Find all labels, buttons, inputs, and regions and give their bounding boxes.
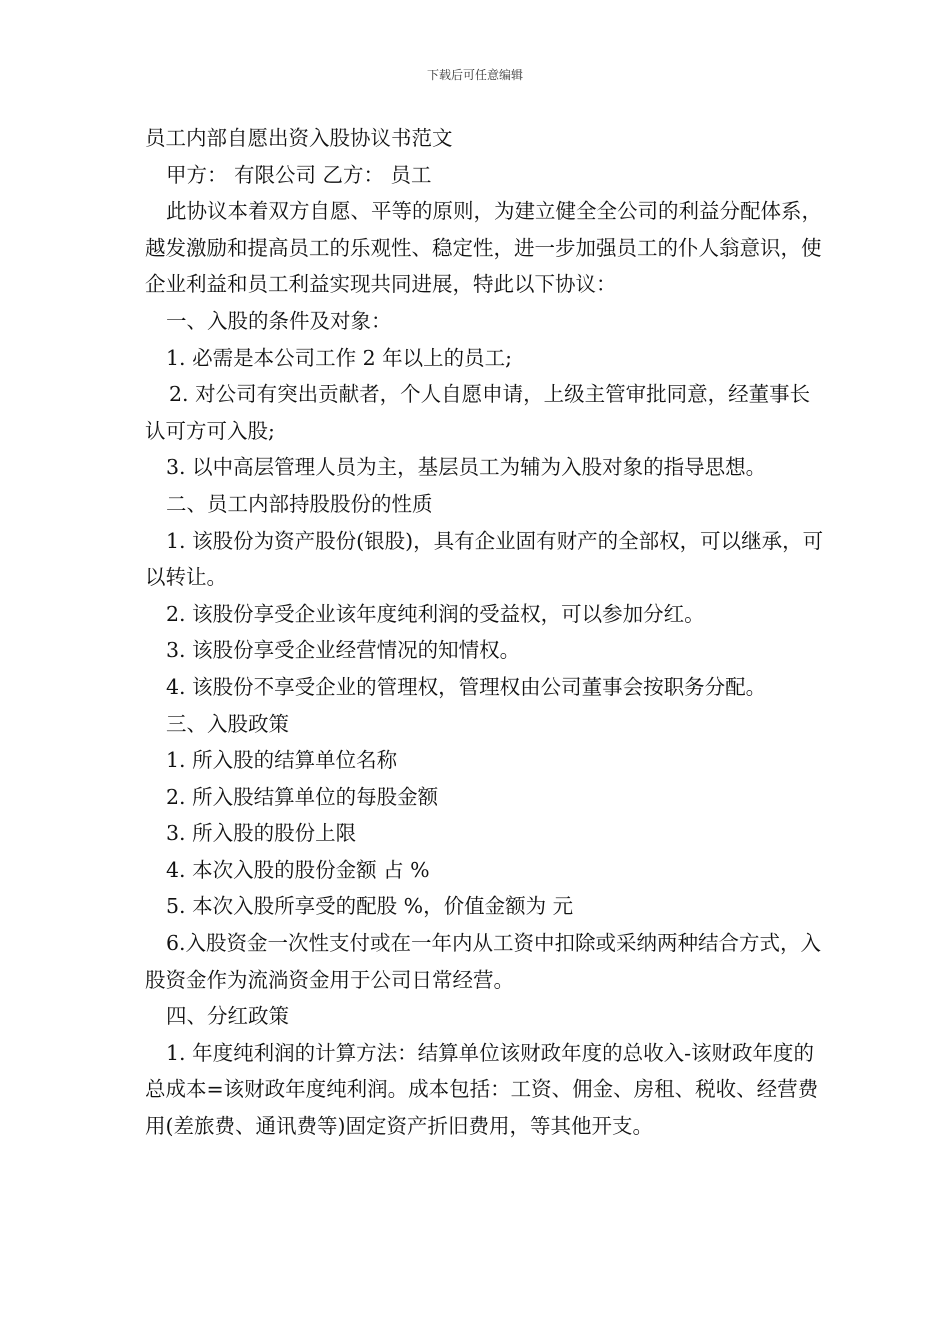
section3-item-3: 3. 所入股的股份上限 (166, 821, 357, 846)
section2-item-2: 2. 该股份享受企业该年度纯利润的受益权，可以参加分红。 (166, 601, 705, 626)
parties-line: 甲方： 有限公司 乙方： 员工 (166, 162, 432, 187)
intro-paragraph: 此协议本着双方自愿、平等的原则，为建立健全全公司的利益分配体系，越发激励和提高员工的乐观性、稳定性，进一步加强员工的仆人翁意识，使企业利益和员工利益实现共同进展，特此以下协议： (145, 199, 822, 297)
section-heading-1: 一、入股的条件及对象： (166, 308, 392, 333)
section3-item-1: 1. 所入股的结算单位名称 (166, 748, 398, 773)
page-header: 下载后可任意编辑 (426, 68, 523, 82)
document-body (145, 120, 825, 1145)
section2-item-3: 3. 该股份享受企业经营情况的知情权。 (166, 638, 521, 663)
document-title: 员工内部自愿出资入股协议书范文 (145, 126, 453, 150)
section-heading-2: 二、员工内部持股股份的性质 (166, 491, 433, 516)
section3-item-6: 6.入股资金一次性支付或在一年内从工资中扣除或采纳两种结合方式，入股资金作为流淌资金用于公司日常经营。 (145, 931, 822, 992)
section3-item-2: 2. 所入股结算单位的每股金额 (166, 784, 439, 809)
section2-item-1: 1. 该股份为资产股份(银股)，具有企业固有财产的全部权，可以继承，可以转让。 (145, 528, 824, 590)
section3-item-5: 5. 本次入股所享受的配股 %，价值金额为 元 (166, 894, 574, 919)
section-heading-3: 三、入股政策 (166, 711, 289, 736)
section1-item-1: 1. 必需是本公司工作 2 年以上的员工; (166, 345, 513, 370)
section4-item-1: 1. 年度纯利润的计算方法：结算单位该财政年度的总收入-该财政年度的总成本=该财政年度纯利润。成本包括：工资、佣金、房租、税收、经营费用(差旅费、通讯费等)固定资产折旧费用，等其他开支。 (145, 1040, 819, 1139)
section3-item-4: 4. 本次入股的股份金额 占 % (166, 857, 430, 882)
section1-item-2: 2. 对公司有突出贡献者，个人自愿申请，上级主管审批同意，经董事长认可方可入股; (145, 382, 811, 443)
section1-item-3: 3. 以中高层管理人员为主，基层员工为辅为入股对象的指导思想。 (166, 455, 767, 480)
section2-item-4: 4. 该股份不享受企业的管理权，管理权由公司董事会按职务分配。 (166, 674, 767, 699)
section-heading-4: 四、分红政策 (166, 1004, 289, 1029)
